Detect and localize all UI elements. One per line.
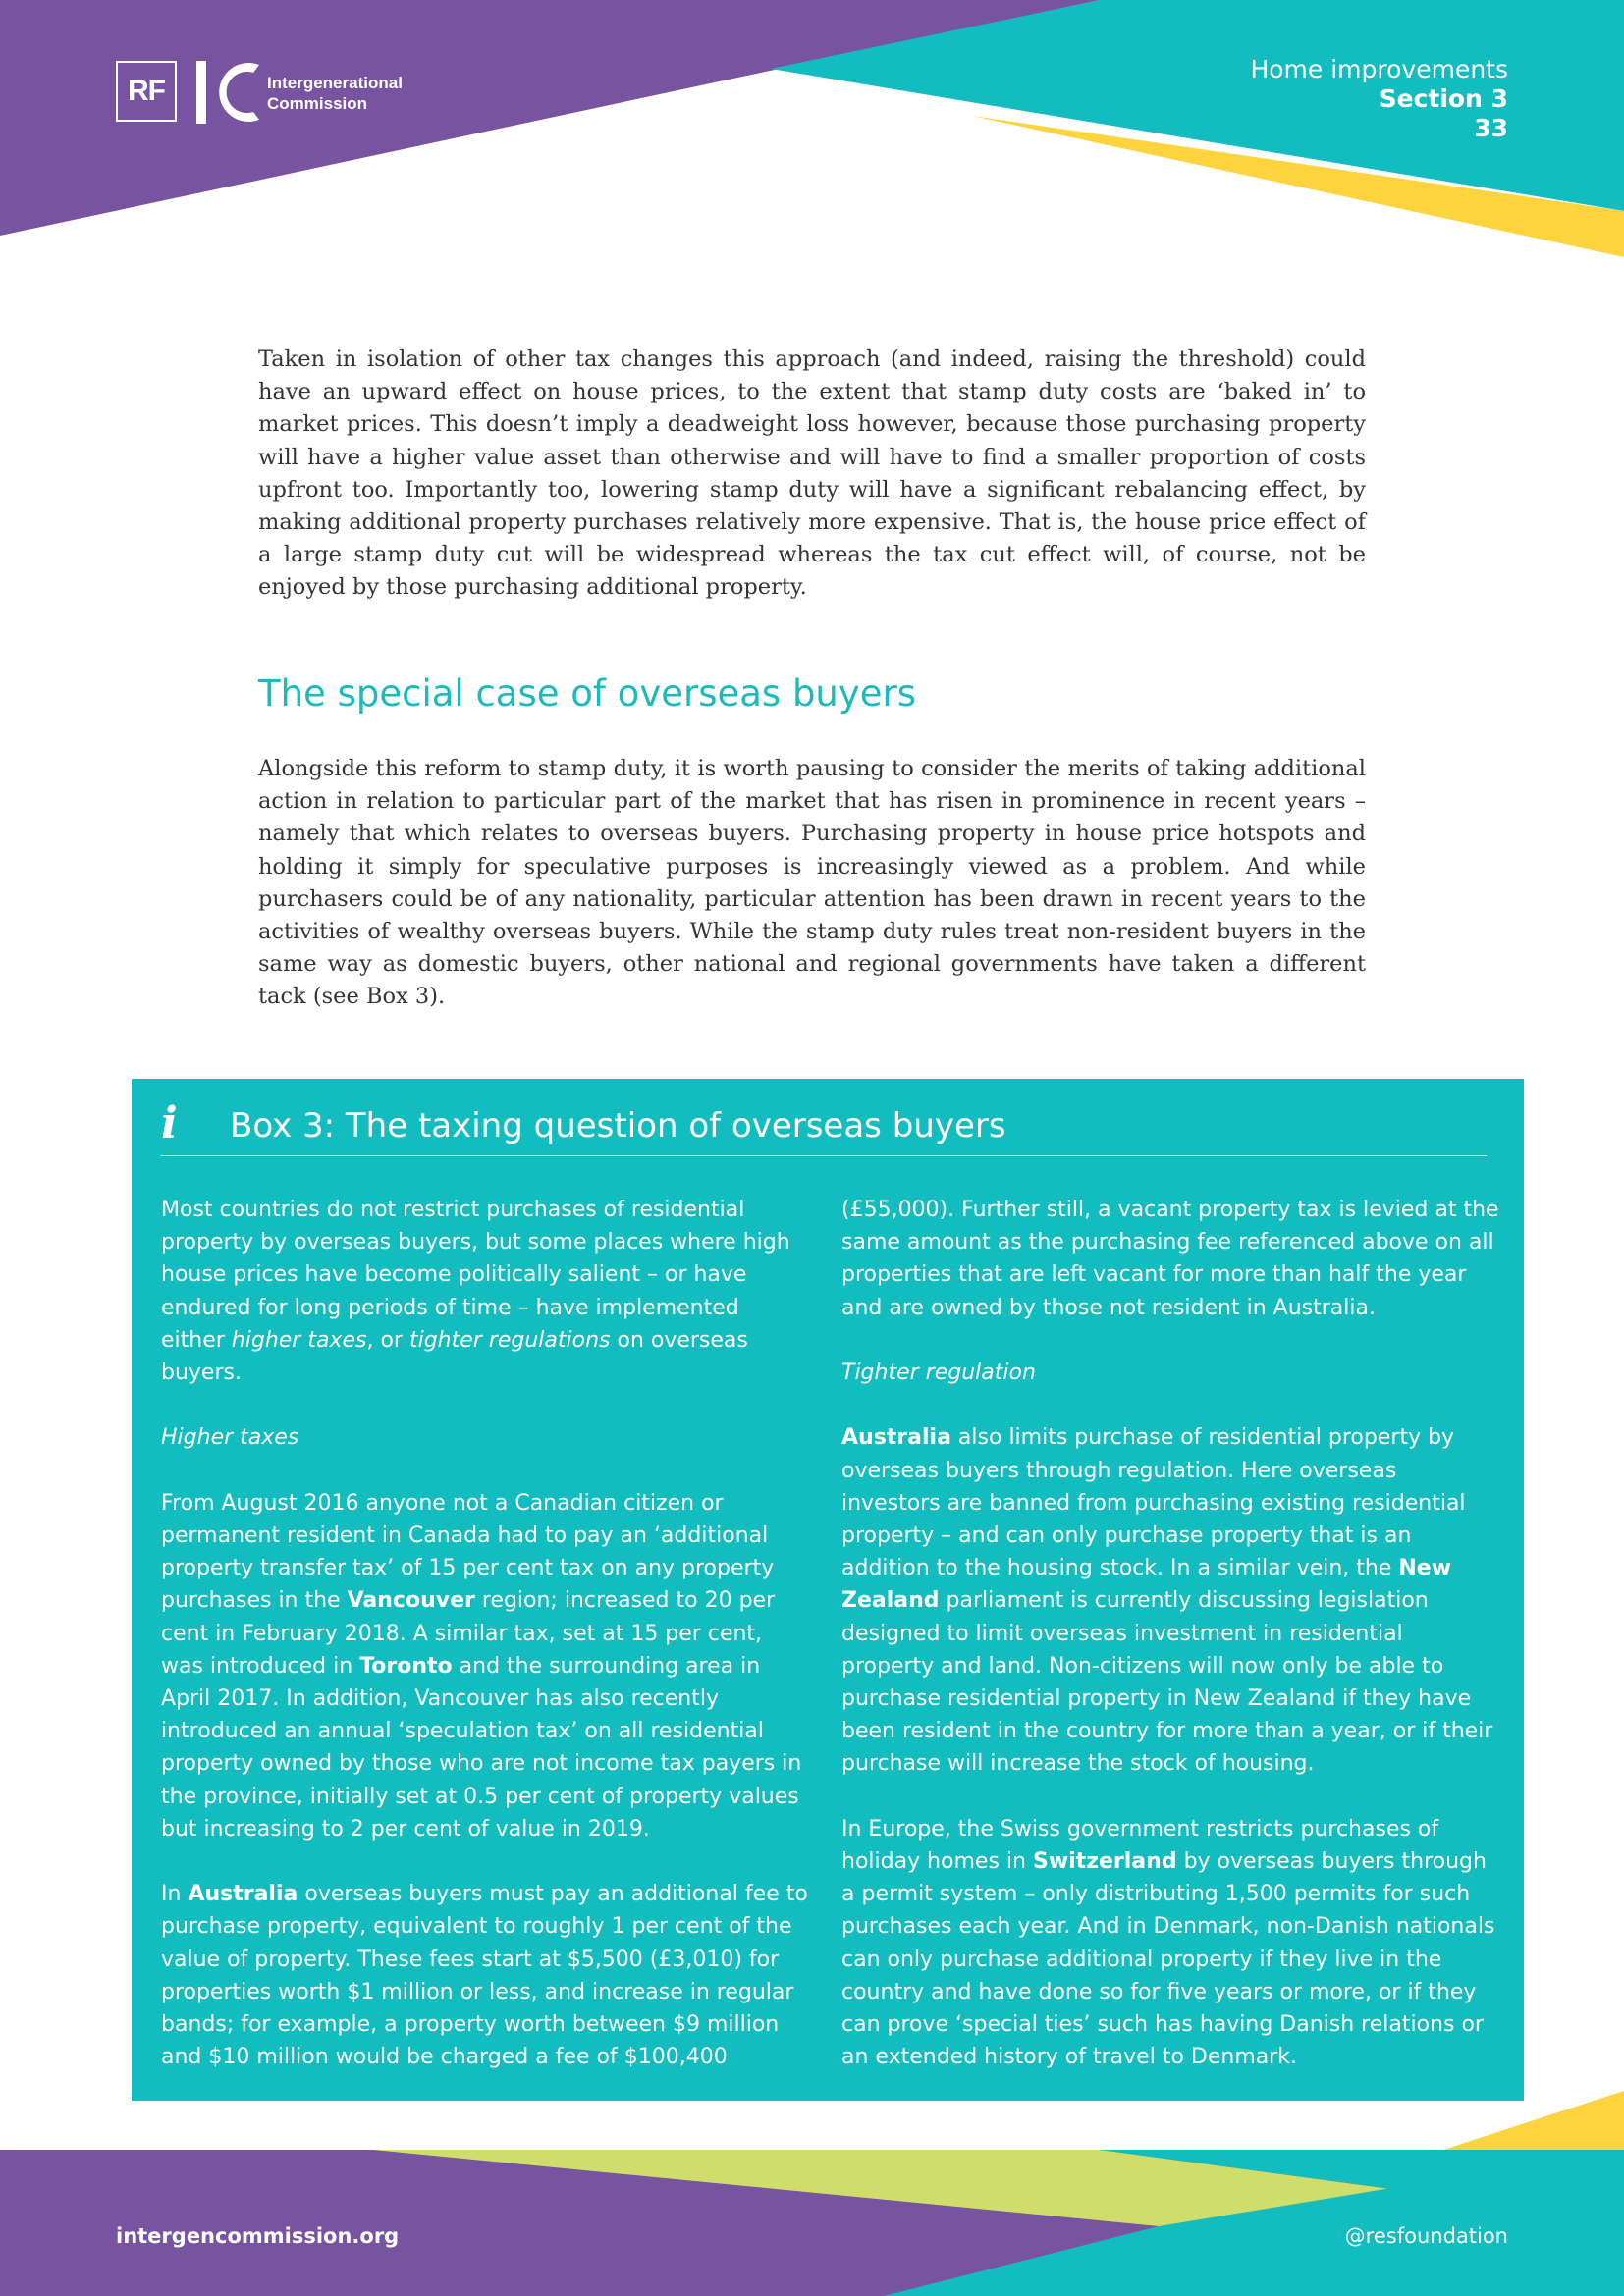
report-title: Home improvements [1250,55,1508,83]
bold-new-zealand: New Zealand [841,1556,1452,1614]
box-column-right [841,1194,1501,2107]
rf-logo-text: RF [128,75,165,107]
commission-name [267,73,403,114]
subheading-higher-taxes: Higher taxes [161,1425,299,1451]
info-box [132,1079,1524,2101]
info-icon: i [161,1098,178,1148]
regulation-paragraph: Australia also limits purchase of residential property by overseas buyers through regulation. Here overseas investors are banned from purchasing existing residential property – and can only purchase property that is an addition to the housing stock. In a similar vein, the New Zealand parliament is currently discussing legislation designed to limit overseas investment in residential property and land. Non-citizens will now only be able to purchase residential property in New Zealand if they have been resident in the country for more than a year, or if their purchase will increase the stock of housing. [841,1425,1493,1777]
emphasis-tighter-regulations: tighter regulations [408,1327,611,1353]
body-paragraph-2: Alongside this reform to stamp duty, it is worth pausing to consider the merits of taking additional action in relation to particular part of the market that has risen in prominence in recent years – namely that which relates to overseas buyers. Purchasing property in house price hotspots and holding it simply for speculative purposes is increasingly viewed as a problem. And while purchasers could be of any nationality, particular attention has been drawn in recent years to the activities of wealthy overseas buyers. While the stamp duty rules treat non-resident buyers in the same way as domestic buyers, other national and regional governments have taken a different tack (see Box 3). [258,756,1366,1010]
page-number: 33 [1474,114,1508,142]
page-header [1250,55,1508,143]
subheading-tighter-regulation: Tighter regulation [841,1361,1036,1385]
box-column-left [161,1194,809,2107]
australia-tax-continued: (£55,000). Further still, a vacant property tax is levied at the same amount as the purchasing fee referenced above on all properties that are left vacant for more than half the year and are owned by those not resident in Australia. [841,1198,1499,1320]
rf-logo [116,61,177,122]
commission-line-1: Intergenerational [267,74,403,92]
bold-australia: Australia [188,1882,298,1907]
box-title: Box 3: The taxing question of overseas buyers [230,1106,1006,1146]
section-label: Section 3 [1379,84,1508,113]
box-intro: Most countries do not restrict purchases of residential property by overseas buyers, but some places where high house prices have become politically salient – or have endured for long periods of time – have implemented either higher taxes, or tighter regulations on overseas buyers. [161,1198,790,1386]
emphasis-higher-taxes: higher taxes [231,1327,367,1353]
bold-switzerland: Switzerland [1032,1849,1177,1875]
box-divider [161,1155,1487,1156]
section-heading: The special case of overseas buyers [258,672,917,715]
europe-paragraph: In Europe, the Swiss government restricts purchases of holiday homes in Switzerland by overseas buyers through a permit system – only distributing 1,500 permits for such purchases each year. And in Denmark, non-Danish nationals can only purchase additional property if they live in the country and have done so for five years or more, or if they can prove ‘special ties’ such has having Danish relations or an extended history of travel to Denmark. [841,1816,1495,2070]
australia-tax-paragraph: In Australia overseas buyers must pay an additional fee to purchase property, equivalent to roughly 1 per cent of the value of property. These fees start at $5,500 (£3,010) for properties worth $1 million or less, and increase in regular bands; for example, a property worth between $9 million and $10 million would be charged a fee of $100,400 [161,1882,808,2070]
bold-vancouver: Vancouver [347,1588,475,1614]
canada-paragraph: From August 2016 anyone not a Canadian citizen or permanent resident in Canada had to pay an ‘additional property transfer tax’ of 15 per cent tax on any property purchases in the Vancouver region; increased to 20 per cent in February 2018. A similar tax, set at 15 per cent, was introduced in Toronto and the surrounding area in April 2017. In addition, Vancouver has also recently introduced an annual ‘speculation tax’ on all residential property owned by those who are not income tax payers in the province, initially set at 0.5 per cent of property values but increasing to 2 per cent of value in 2019. [161,1490,802,1842]
bold-toronto: Toronto [359,1653,453,1679]
social-handle-link[interactable]: @resfoundation [1344,2224,1508,2248]
bold-australia-reg: Australia [841,1425,951,1451]
commission-line-2: Commission [267,94,368,113]
website-link[interactable]: intergencommission.org [116,2224,400,2248]
body-paragraph-1: Taken in isolation of other tax changes this approach (and indeed, raising the threshold) could have an upward effect on house prices, to the extent that stamp duty costs are ‘baked in’ to market prices. This doesn’t imply a deadweight loss however, because those purchasing property will have a higher value asset than otherwise and will have to find a smaller proportion of costs upfront too. Importantly too, lowering stamp duty will have a significant rebalancing effect, by making additional property purchases relatively more expensive. That is, the house price effect of a large stamp duty cut will be widespread whereas the tax cut effect will, of course, not be enjoyed by those purchasing additional property. [258,347,1366,601]
